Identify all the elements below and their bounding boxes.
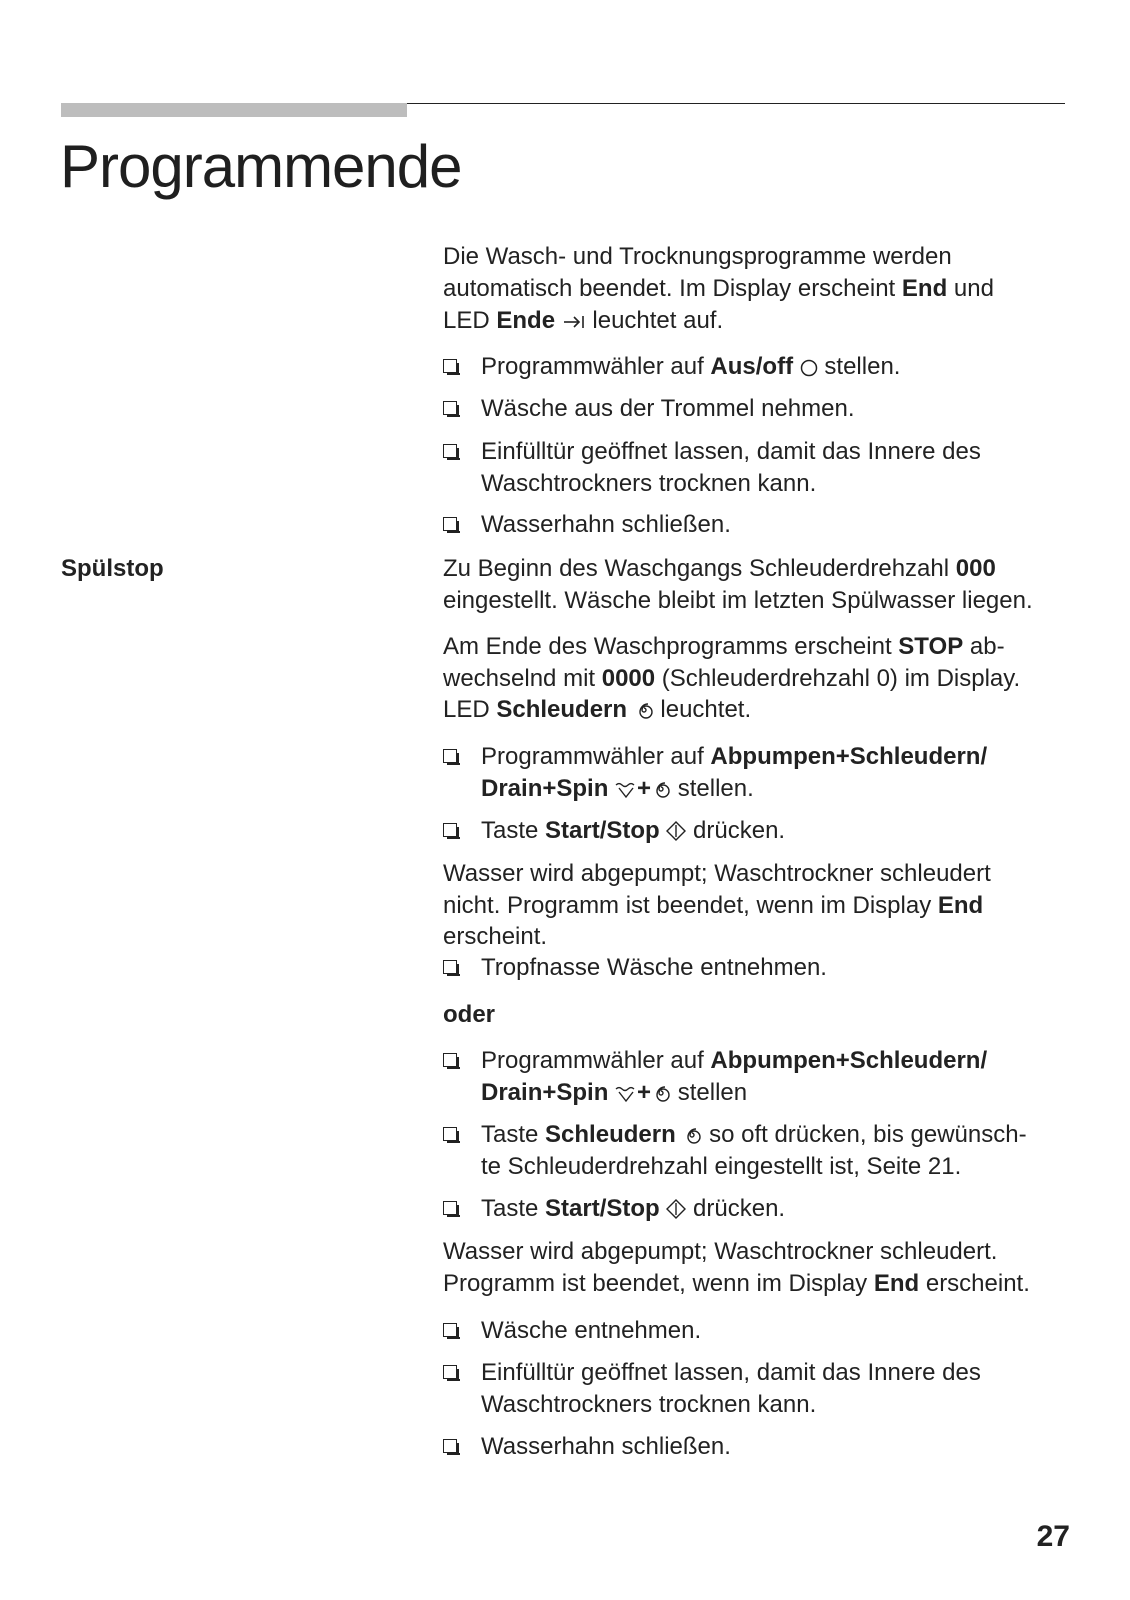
checkbox-square-icon [443,1201,457,1215]
start-stop-diamond-icon [666,1199,686,1219]
paragraph-line: nicht. Programm ist beendet, wenn im Display End [443,892,984,919]
spiral-spin-icon [651,779,671,799]
intro-line: automatisch beendet. Im Display erscheint End und [443,275,994,302]
paragraph-line: erscheint. [443,923,548,950]
header-rule-thin [407,103,1065,104]
checkbox-square-icon [443,823,457,837]
header-rule-thick [61,103,407,117]
drain-pump-icon [615,781,637,799]
start-stop-diamond-icon [666,821,686,841]
page-title: Programmende [60,133,462,200]
checkbox-square-icon [443,401,457,415]
page-number: 27 [1036,1520,1070,1553]
paragraph-line: Am Ende des Waschprogramms erscheint STOP ab- [443,633,1005,660]
checkbox-square-icon [443,444,457,458]
checkbox-square-icon [443,359,457,373]
spiral-spin-icon [651,1083,671,1103]
paragraph-line: Wasser wird abgepumpt; Waschtrockner schleudert [443,860,991,887]
paragraph-line: Zu Beginn des Waschgangs Schleuderdrehzahl 000 [443,555,996,582]
intro-line: Die Wasch- und Trocknungsprogramme werden [443,243,952,270]
drain-pump-icon [615,1085,637,1103]
checkbox-square-icon [443,960,457,974]
checkbox-square-icon [443,749,457,763]
intro-line: LED Ende leuchtet auf. [443,307,724,334]
or-label: oder [443,1001,496,1028]
circle-off-icon [800,359,818,377]
paragraph-line: eingestellt. Wäsche bleibt im letzten Spülwasser liegen. [443,587,1033,614]
spiral-spin-icon [682,1125,702,1145]
checkbox-square-icon [443,1323,457,1337]
checkbox-square-icon [443,1439,457,1453]
paragraph-line: Programm ist beendet, wenn im Display End erscheint. [443,1270,1030,1297]
spiral-spin-icon [634,700,654,720]
checkbox-square-icon [443,517,457,531]
checkbox-square-icon [443,1365,457,1379]
paragraph-line: Wasser wird abgepumpt; Waschtrockner schleudert. [443,1238,998,1265]
section-heading-spuelstop: Spülstop [61,555,164,582]
checkbox-square-icon [443,1053,457,1067]
paragraph-line: LED Schleudern leuchtet. [443,696,752,723]
checkbox-square-icon [443,1127,457,1141]
paragraph-line: wechselnd mit 0000 (Schleuderdrehzahl 0) im Display. [443,665,1021,692]
end-arrow-icon [562,313,586,331]
